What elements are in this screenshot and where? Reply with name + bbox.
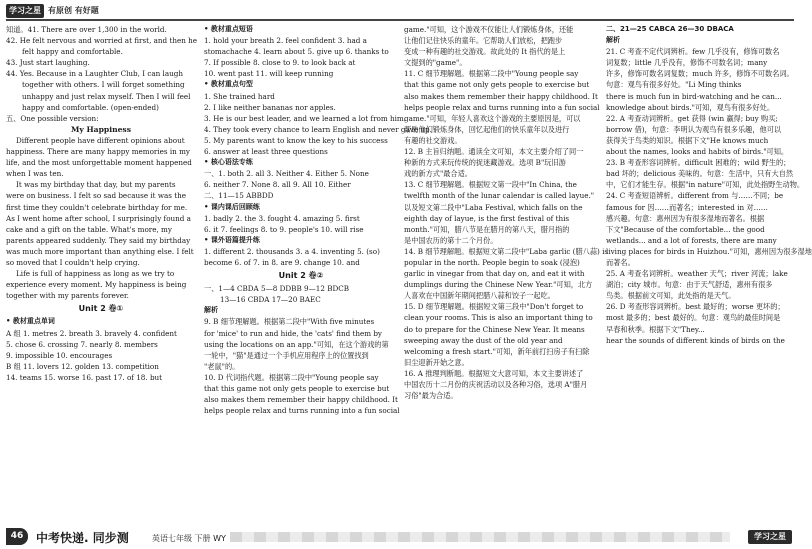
text-line: living places for birds in Huizhou."可知，惠州因为很多湿地 bbox=[606, 246, 812, 256]
text-line: experience every moment. My happiness is being bbox=[6, 280, 187, 290]
text-line: 1. hold your breath 2. feel confident 3. had a bbox=[204, 36, 367, 46]
text-line: 一、1—4 CBDA 5—8 DDBB 9—12 BDCB bbox=[204, 284, 350, 294]
text-line: 10. D 代词指代题。根据第二段中"Young people say bbox=[204, 372, 379, 382]
text-line: 湖泊；city 城市。句意：由于天气舒适，惠州有很多 bbox=[606, 280, 773, 290]
text-line: eighth day of layue, is the first festival of this bbox=[404, 213, 570, 223]
section-heading: 五、One possible version: bbox=[6, 113, 99, 123]
section-heading: • 课外语篇提升练 bbox=[204, 235, 260, 244]
text-line: game."可知，这个游戏不仅能让人们锻炼身体，还能 bbox=[404, 25, 574, 34]
text-line: A 组 1. metres 2. breath 3. bravely 4. confident bbox=[6, 328, 177, 338]
text-line: together with my parents forever. bbox=[6, 291, 129, 301]
text-line: month."可知，腊八节是在腊月的第八天，腊月指的 bbox=[404, 224, 570, 234]
text-line: happiness. There are many happy memories in my bbox=[6, 147, 190, 157]
text-line: 42. He felt nervous and worried at first, and then he bbox=[6, 36, 198, 46]
text-line: Different people have different opinions about bbox=[16, 135, 185, 145]
text-line: 6. answer at least three questions bbox=[204, 147, 328, 157]
text-line: 26. D 考查形容词辨析。best 最好的；worse 更坏的； bbox=[606, 302, 785, 312]
text-line: unhappy and just relax myself. Then I will feel bbox=[22, 91, 191, 101]
page-footer bbox=[0, 524, 800, 549]
column-1 bbox=[6, 24, 196, 383]
text-line: 14. teams 15. worse 16. past 17. of 18. but bbox=[6, 372, 163, 382]
text-line: 感兴趣。句意：惠州因为有很多湿地而著名。根据 bbox=[606, 213, 765, 223]
text-line: 文提到的"game"。 bbox=[404, 58, 467, 68]
section-heading: 解析 bbox=[204, 306, 218, 315]
footer-brand: 中考快递. 同步测 bbox=[36, 531, 129, 545]
text-line: 中国农历十二月份的庆祝活动以及各种习俗，选项 A"腊月 bbox=[404, 380, 588, 389]
text-line: 变成一种有趣的社交游戏。故此处的 It 指代的是上 bbox=[404, 47, 566, 57]
text-line: 6. neither 7. None 8. all 9. All 10. Either bbox=[204, 180, 351, 190]
text-line: 23. B 考查形容词辨析。difficult 困难的；wild 野生的； bbox=[606, 158, 791, 168]
text-line: helps people relax and turns running into a fun social bbox=[204, 406, 400, 416]
text-line: 种新的方式来玩传统的捉迷藏游戏。选项 B"玩旧游 bbox=[404, 158, 566, 168]
text-line: for 'mice' to run and hide, the 'cats' find them by bbox=[204, 328, 382, 338]
text-line: game."可知，年轻人喜欢这个游戏的主要原因是，可以 bbox=[404, 113, 581, 123]
text-line: 1. She trained hard bbox=[204, 91, 275, 101]
text-line: clean your rooms. This is also an important thing to bbox=[404, 313, 593, 323]
text-line: 一轮中，"猫"是通过一个手机应用程序上的位置找到 bbox=[204, 350, 369, 360]
footer-logo: 学习之星 bbox=[748, 530, 792, 544]
section-heading: • 核心语法专练 bbox=[204, 158, 253, 167]
text-line: 43. Just start laughing. bbox=[6, 58, 90, 68]
text-line: 而著名。 bbox=[606, 257, 635, 267]
text-line: hear the sounds of different kinds of birds on the bbox=[606, 335, 785, 345]
text-line: 许多，修饰可数名词复数；much 许多，修饰不可数名词。 bbox=[606, 69, 794, 79]
text-line: so moved that I couldn't help crying. bbox=[6, 257, 140, 267]
text-line: when I was ten. bbox=[6, 169, 64, 179]
section-heading: 二、21—25 CABCA 26—30 DBACA bbox=[606, 25, 734, 33]
text-line: 早春和秋季。根据下文"They... bbox=[606, 324, 705, 334]
text-line: 下文"Because of the comfortable... the good bbox=[606, 224, 765, 234]
page-header bbox=[6, 3, 794, 21]
text-line: Life is full of happiness as long as we try to bbox=[16, 269, 175, 279]
text-line: 22. A 考查动词辨析。get 获得 (win 赢得; buy 购买; bbox=[606, 113, 778, 123]
text-line: 7. If possible 8. close to 9. to look back at bbox=[204, 58, 356, 68]
text-line: 中，它们才能生存。根据"in nature"可知，此处指野生动物。 bbox=[606, 180, 805, 190]
text-line: 14. B 细节理解题。根据短文第二段中"Laba garlic (腊八蒜) is bbox=[404, 246, 609, 256]
text-line: famous for 因……而著名；interested in 对…… bbox=[606, 202, 768, 212]
text-line: "老鼠"的。 bbox=[204, 361, 240, 371]
section-heading: • 教材重点短语 bbox=[204, 25, 253, 33]
page-number: 46 bbox=[6, 528, 28, 545]
text-line: 让他们记住快乐的童年。它帮助人们放松，把跑步 bbox=[404, 36, 563, 46]
footer-grade: 英语七年级 下册 WY bbox=[152, 534, 226, 543]
text-line: were on business. I felt so sad because it was the bbox=[6, 191, 187, 201]
text-line: using the locations on an app."可知，在这个游戏的第 bbox=[204, 339, 389, 349]
column-3 bbox=[404, 24, 609, 401]
text-line: 1. badly 2. the 3. fought 4. amazing 5. first bbox=[204, 213, 360, 223]
text-line: 一、1. both 2. all 3. Neither 4. Either 5. None bbox=[204, 169, 369, 179]
text-line: 1. different 2. thousands 3. a 4. inventing 5. (so) bbox=[204, 246, 380, 256]
text-line: garlic in vinegar from that day on, and eat it with bbox=[404, 269, 585, 279]
text-line: twelfth month of the lunar calendar is called layue." bbox=[404, 191, 595, 201]
text-line: sweeping away the dust of the old year and bbox=[404, 335, 563, 345]
text-line: 旧尘迎新开始之意。 bbox=[404, 357, 469, 367]
text-line: 13. C 细节理解题。根据短文第一段中"In China, the bbox=[404, 180, 577, 190]
text-line: 6. it 7. feelings 8. to 9. people's 10. will rise bbox=[204, 224, 364, 234]
text-line: As I went home after school, I surprisingly found a bbox=[6, 213, 191, 223]
text-line: 人喜欢在中国新年期间把腊八蒜和饺子一起吃。 bbox=[404, 291, 555, 301]
text-line: first time they couldn't celebrate birthday for me. bbox=[6, 202, 188, 212]
unit-heading: Unit 2 卷② bbox=[278, 271, 324, 281]
text-line: 10. went past 11. will keep running bbox=[204, 69, 334, 79]
essay-title: My Happiness bbox=[71, 124, 131, 134]
unit-heading: Unit 2 卷① bbox=[78, 304, 124, 314]
text-line: 词复数；little 几乎没有，修饰不可数名词；many bbox=[606, 58, 768, 68]
section-heading: • 课内课后回顾练 bbox=[204, 202, 260, 211]
text-line: 5. chose 6. crossing 7. nearly 8. members bbox=[6, 339, 158, 349]
text-line: 句意：观鸟有很多好处。"Li Ming thinks bbox=[606, 80, 742, 90]
text-line: 5. My parents want to know the key to his success bbox=[204, 135, 388, 145]
text-line: 44. Yes. Because in a Laughter Club, I can laugh bbox=[6, 69, 183, 79]
text-line: life, and the most unforgettable moment happened bbox=[6, 158, 192, 168]
text-line: 二、11—15 ABBDD bbox=[204, 191, 274, 201]
text-line: cake and a gift on the table. What's more, my bbox=[6, 224, 172, 234]
text-line: 25. A 考查名词辨析。weather 天气；river 河流；lake bbox=[606, 269, 788, 279]
text-line: 戏的新方式"最合适。 bbox=[404, 169, 472, 179]
text-line: wetlands... and a lot of forests, there are many bbox=[606, 235, 777, 245]
header-divider bbox=[6, 19, 794, 21]
text-line: felt happy and comfortable. bbox=[22, 47, 123, 57]
text-line: helps people relax and turns running into a fun social bbox=[404, 102, 600, 112]
text-line: bad 坏的；delicious 美味的。句意：生活中，只有大自然 bbox=[606, 169, 794, 179]
text-line: 11. C 细节理解题。根据第二段中"Young people say bbox=[404, 69, 579, 79]
text-line: parents appeared suddenly. They said my birthday bbox=[6, 235, 191, 245]
text-line: 帮助他们锻炼身体，回忆起他们的快乐童年以及进行 bbox=[404, 124, 570, 134]
text-line: 有趣的社交游戏。 bbox=[404, 135, 462, 145]
text-line: 鸟类。根据前文可知，此处指的是天气。 bbox=[606, 291, 736, 301]
text-line: 知道。41. There are over 1,300 in the world. bbox=[6, 25, 167, 34]
text-line: 习俗"最为合适。 bbox=[404, 391, 458, 401]
text-line: 13—16 CBDA 17—20 BAEC bbox=[220, 295, 321, 305]
section-heading: • 教材重点单词 bbox=[6, 317, 55, 326]
text-line: was much more important than anything else. I felt bbox=[6, 246, 194, 256]
text-line: also makes them remember their happy childhood. It bbox=[204, 395, 398, 405]
text-line: 24. C 考查短语辨析。different from 与……不同；be bbox=[606, 191, 784, 201]
text-line: It was my birthday that day, but my parents bbox=[16, 180, 176, 190]
text-line: about the names, looks and habits of birds."可知。 bbox=[606, 147, 789, 157]
text-line: 15. D 细节理解题。根据短文第三段中"Don't forget to bbox=[404, 302, 584, 312]
text-line: happy and comfortable. (open-ended) bbox=[22, 102, 159, 112]
text-line: 4. They took every chance to learn English and never gave up. bbox=[204, 124, 432, 134]
header-slogan: 有原创 有好题 bbox=[48, 6, 99, 15]
text-line: 9. B 细节理解题。根据第二段中"With five minutes bbox=[204, 317, 375, 327]
text-line: popular in the north. People begin to soak (浸泡) bbox=[404, 257, 580, 267]
text-line: stomachache 4. learn about 5. give up 6. thanks to bbox=[204, 47, 389, 57]
text-line: B 组 11. lovers 12. golden 13. competition bbox=[6, 361, 159, 371]
text-line: welcoming a fresh start."可知，新年前打扫房子有扫除 bbox=[404, 346, 590, 356]
text-line: borrow 借)，句意：李明认为观鸟有很多乐趣，他可以 bbox=[606, 124, 782, 134]
text-line: 3. He is our best leader, and we learned a lot from him. bbox=[204, 113, 406, 123]
text-line: become 6. of 7. in 8. are 9. change 10. and bbox=[204, 257, 360, 267]
text-line: 9. impossible 10. encourages bbox=[6, 350, 113, 360]
text-line: 2. I like neither bananas nor apples. bbox=[204, 102, 336, 112]
section-heading: 解析 bbox=[606, 36, 620, 45]
footer-decoration bbox=[230, 532, 730, 542]
column-4 bbox=[606, 24, 812, 346]
text-line: 获得关于鸟类的知识。根据下文"He knows much bbox=[606, 135, 769, 145]
text-line: 以及短文第二段中"Laba Festival, which falls on the bbox=[404, 202, 583, 212]
text-line: there is much fun in bird-watching and he can... bbox=[606, 91, 782, 101]
text-line: together with others. I will forget something bbox=[22, 80, 185, 90]
header-logo: 学习之星 bbox=[6, 4, 44, 18]
text-line: 21. C 考查不定代词辨析。few 几乎没有，修饰可数名 bbox=[606, 47, 780, 57]
text-line: do to prepare for the Chinese New Year. It means bbox=[404, 324, 585, 334]
text-line: 16. A 推理判断题。根据短文大意可知，本文主要讲述了 bbox=[404, 368, 584, 378]
text-line: that this game not only gets people to exercise but bbox=[204, 384, 390, 393]
text-line: most 最多的；best 最好的。句意：观鸟的最佳时间是 bbox=[606, 313, 781, 323]
section-heading: • 教材重点句型 bbox=[204, 80, 253, 89]
text-line: that this game not only gets people to exercise but bbox=[404, 80, 590, 90]
text-line: dumplings during the Chinese New Year."可知，北方 bbox=[404, 280, 593, 290]
text-line: 是中国农历的第十二个月份。 bbox=[404, 235, 498, 245]
text-line: knowledge about birds."可知，观鸟有很多好处。 bbox=[606, 102, 775, 112]
text-line: 12. B 主旨归纳题。通读全文可知，本文主要介绍了同一 bbox=[404, 147, 584, 157]
text-line: also makes them remember their happy childhood. It bbox=[404, 91, 598, 101]
